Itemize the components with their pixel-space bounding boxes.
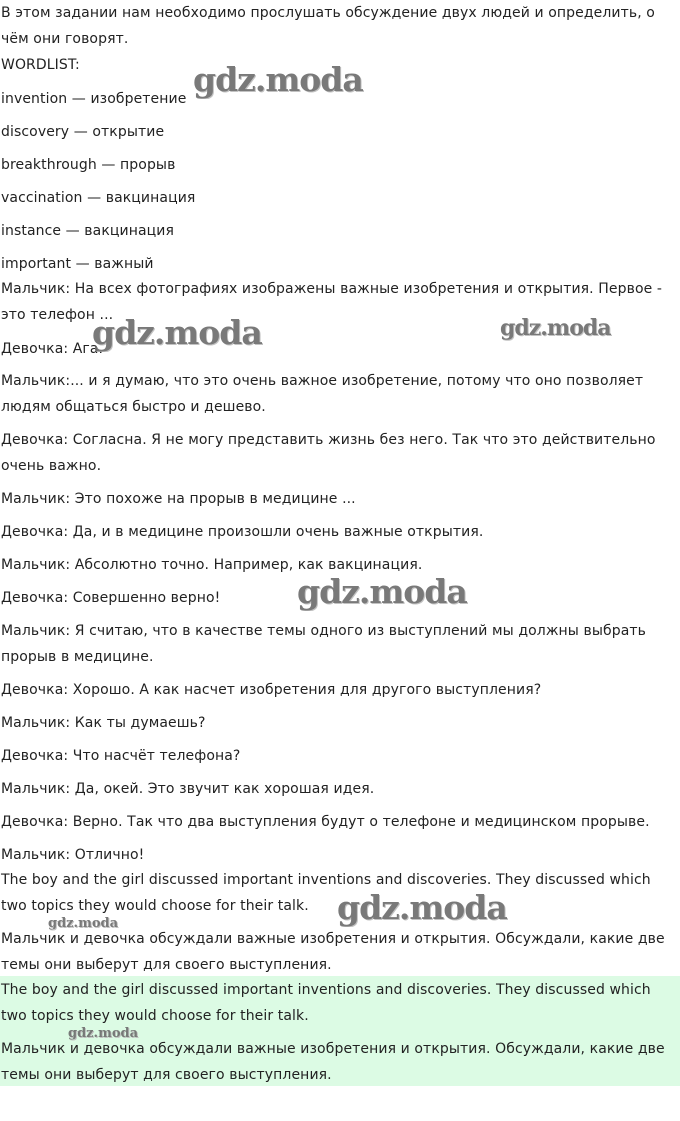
wordlist-item: invention — изобретение (1, 91, 187, 107)
answer-russian: Мальчик и девочка обсуждали важные изобретения и открытия. Обсуждали, какие две темы они выберут для своего выступления. (1, 1041, 665, 1083)
task-intro: В этом задании нам необходимо прослушать обсуждение двух людей и определить, о чём они говорят. (1, 5, 655, 47)
watermark-logo: gdz.moda (297, 572, 467, 611)
dialogue-line: Мальчик: Да, окей. Это звучит как хорошая идея. (1, 781, 375, 797)
dialogue-line: Девочка: Что насчёт телефона? (1, 748, 241, 764)
summary-english: The boy and the girl discussed important inventions and discoveries. They discussed which two topics they would choose for their talk. (1, 872, 651, 914)
dialogue-line: Девочка: Хорошо. А как насчет изобретения для другого выступления? (1, 682, 542, 698)
watermark-logo: gdz.moda (193, 60, 363, 99)
wordlist-item: breakthrough — прорыв (1, 157, 176, 173)
dialogue-line: Мальчик: Я считаю, что в качестве темы одного из выступлений мы должны выбрать прорыв в медицине. (1, 623, 647, 665)
wordlist-heading: WORDLIST: (1, 57, 80, 73)
dialogue-line: Девочка: Верно. Так что два выступления будут о телефоне и медицинском прорыве. (1, 814, 650, 830)
dialogue-line: Девочка: Ага. (1, 341, 104, 357)
dialogue-line: Мальчик:... и я думаю, что это очень важное изобретение, потому что оно позволяет людям общаться быстро и дешево. (1, 373, 644, 415)
dialogue-line: Девочка: Согласна. Я не могу представить жизнь без него. Так что это действительно очень важно. (1, 432, 656, 474)
dialogue-line: Мальчик: Как ты думаешь? (1, 715, 206, 731)
answer-english: The boy and the girl discussed important inventions and discoveries. They discussed which two topics they would choose for their talk. (1, 982, 651, 1024)
watermark-logo: gdz.moda (500, 315, 611, 341)
dialogue-line: Девочка: Совершенно верно! (1, 590, 221, 606)
dialogue-line: Мальчик: Отлично! (1, 847, 145, 863)
dialogue-line: Мальчик: Абсолютно точно. Например, как вакцинация. (1, 557, 423, 573)
wordlist-item: discovery — открытие (1, 124, 165, 140)
watermark-logo: gdz.moda (68, 1026, 139, 1041)
dialogue-line: Девочка: Да, и в медицине произошли очень важные открытия. (1, 524, 484, 540)
wordlist-item: instance — вакцинация (1, 223, 175, 239)
watermark-logo: gdz.moda (48, 916, 119, 931)
dialogue-line: Мальчик: На всех фотографиях изображены важные изобретения и открытия. Первое - это телефон ... (1, 281, 663, 323)
summary-russian: Мальчик и девочка обсуждали важные изобретения и открытия. Обсуждали, какие две темы они выберут для своего выступления. (1, 931, 665, 973)
dialogue-line: Мальчик: Это похоже на прорыв в медицине ... (1, 491, 356, 507)
watermark-logo: gdz.moda (92, 313, 262, 352)
watermark-logo: gdz.moda (337, 888, 507, 927)
wordlist-item: important — важный (1, 256, 154, 272)
wordlist-item: vaccination — вакцинация (1, 190, 196, 206)
